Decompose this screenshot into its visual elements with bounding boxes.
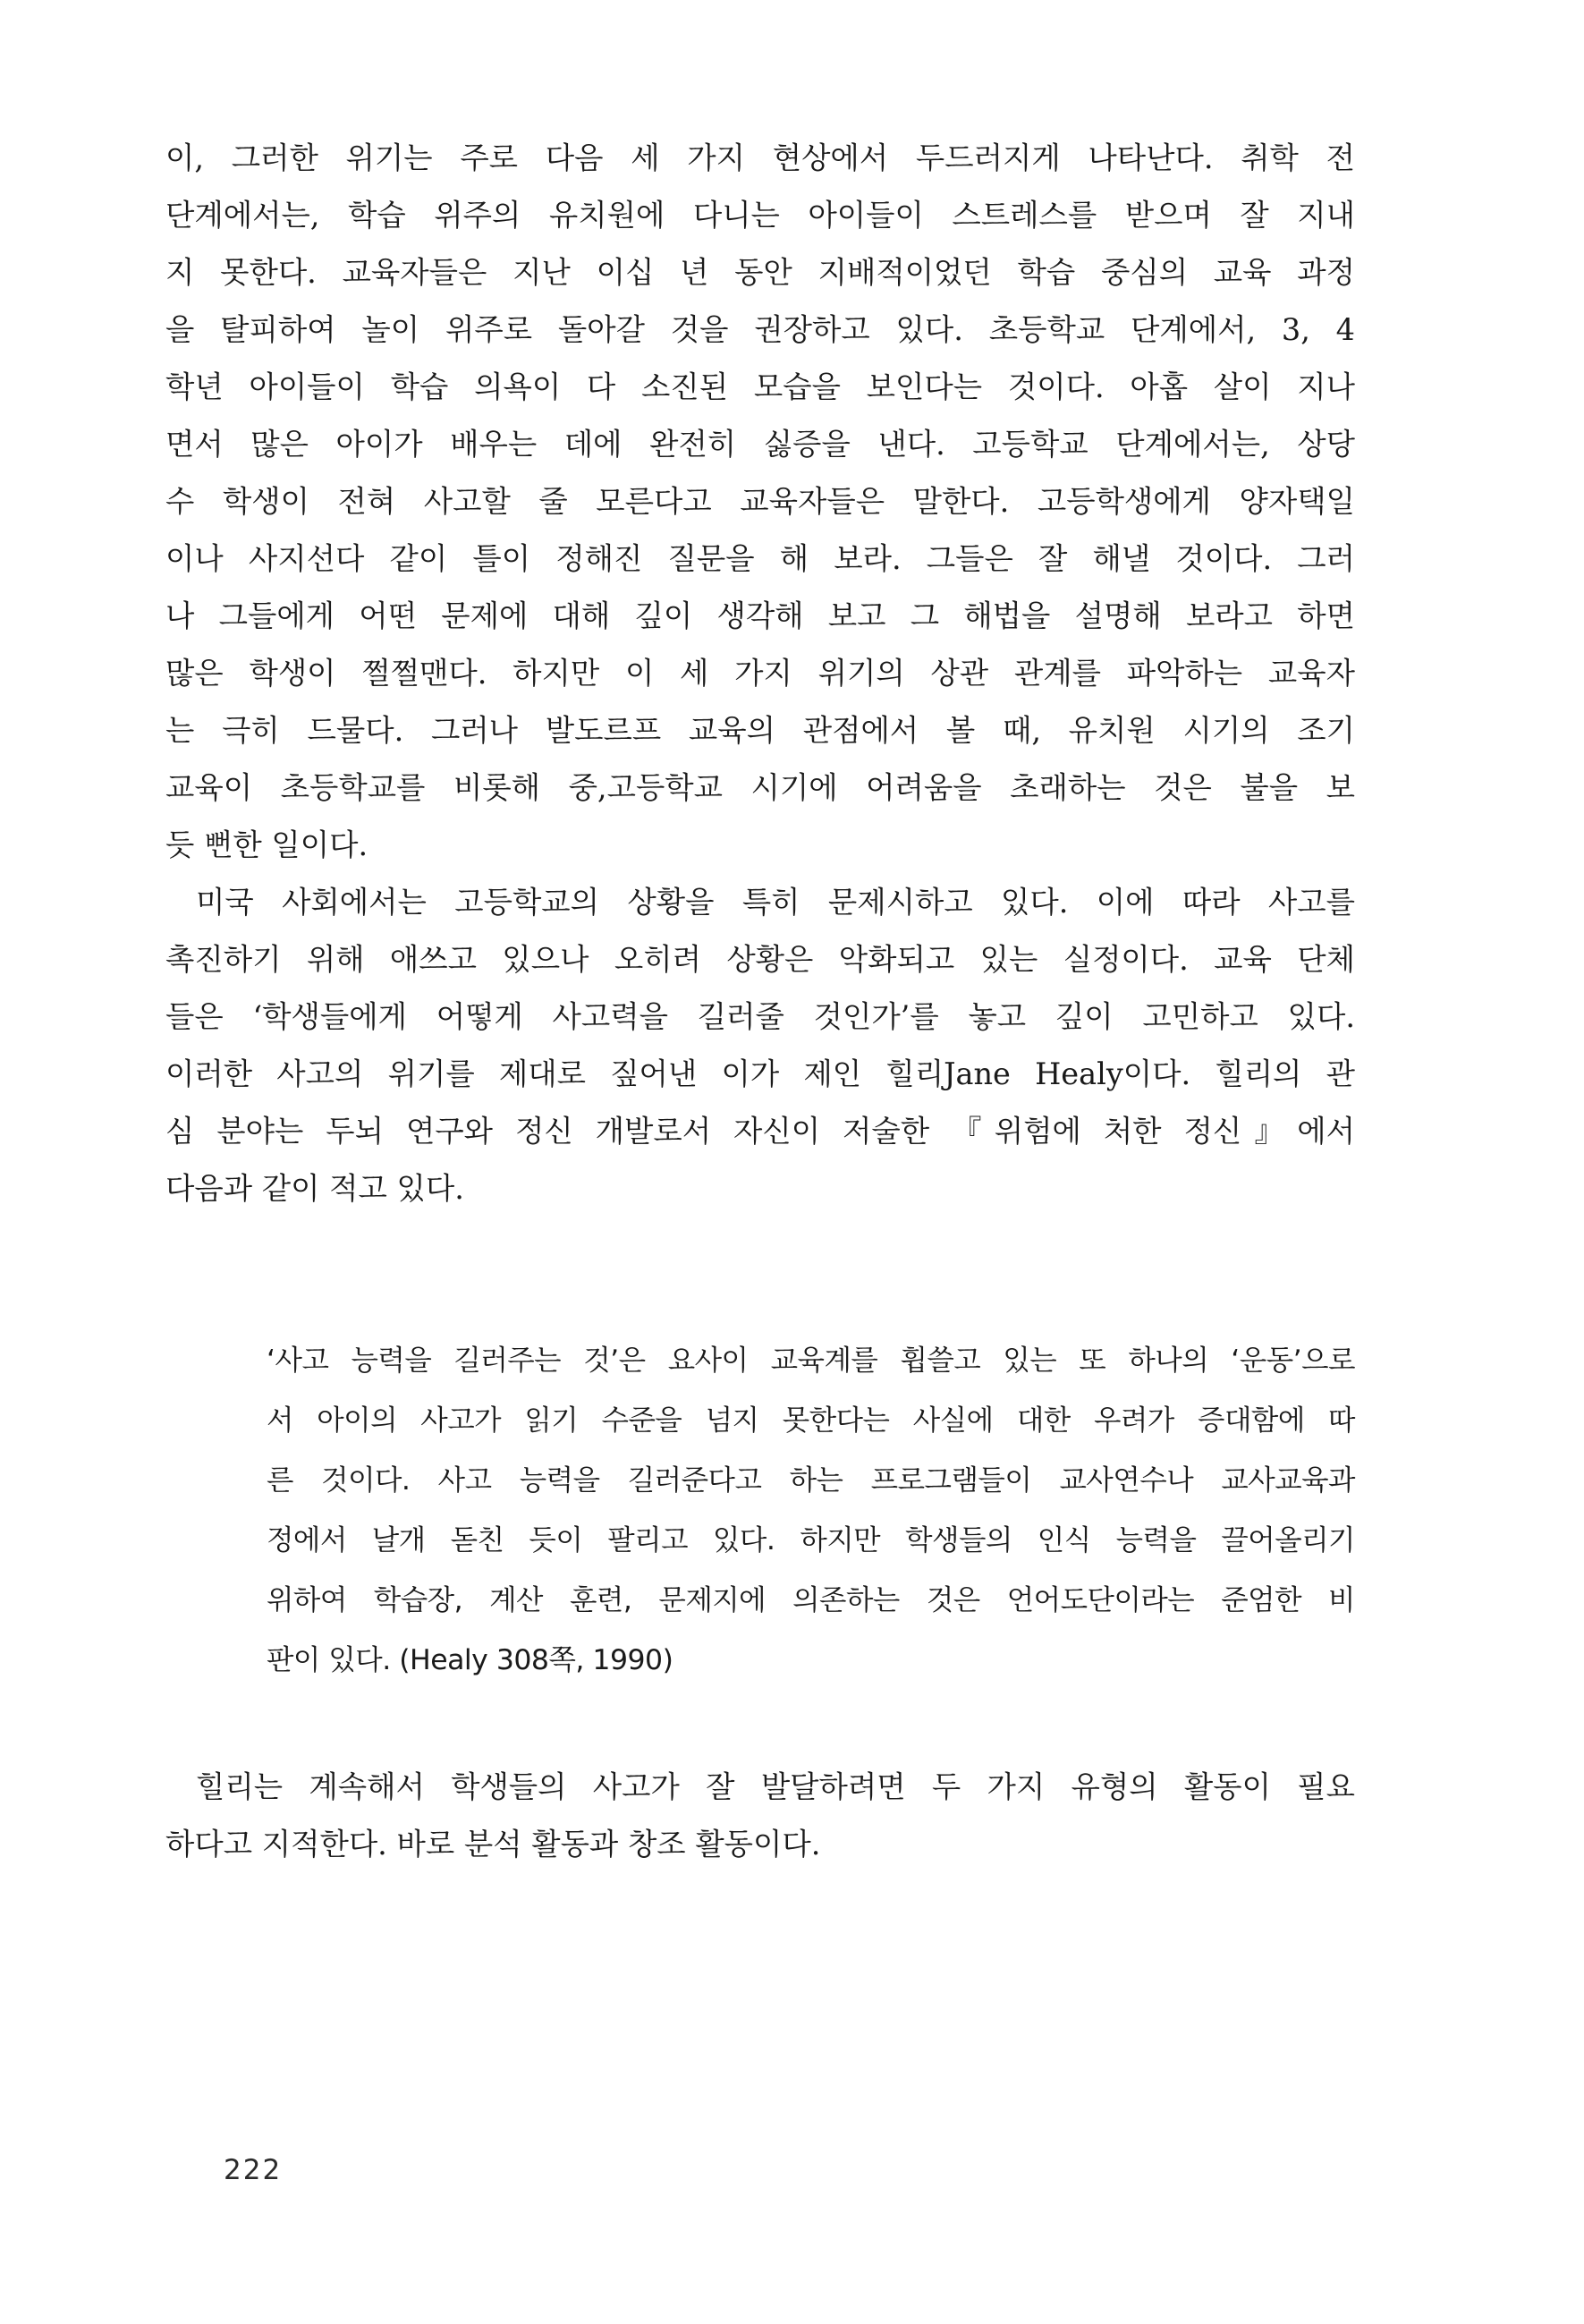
paragraph-2-line: 들은 ‘학생들에게 어떻게 사고력을 길러줄 것인가’를 놓고 깊이 고민하고 있다. <box>165 999 1355 1034</box>
quote-line: 서 아이의 사고가 읽기 수준을 넘지 못한다는 사실에 대한 우려가 증대함에 따 <box>267 1404 1355 1437</box>
paragraph-1-line: 면서 많은 아이가 배우는 데에 완전히 싫증을 낸다. 고등학교 단계에서는, 상당 <box>165 427 1355 462</box>
main-text-block <box>165 130 1355 1217</box>
paragraph-3-line: 하다고 지적한다. 바로 분석 활동과 창조 활동이다. <box>165 1827 821 1862</box>
paragraph-1-line: 이나 사지선다 같이 틀이 정해진 질문을 해 보라. 그들은 잘 해낼 것이다. 그러 <box>165 541 1355 576</box>
paragraph-3-line: 힐리는 계속해서 학생들의 사고가 잘 발달하려면 두 가지 유형의 활동이 필요 <box>196 1769 1355 1804</box>
paragraph-1-line: 많은 학생이 쩔쩔맨다. 하지만 이 세 가지 위기의 상관 관계를 파악하는 교육자 <box>165 656 1355 691</box>
paragraph-2-line: 심 분야는 두뇌 연구와 정신 개발로서 자신이 저술한 『위험에 처한 정신』에서 <box>165 1114 1355 1149</box>
paragraph-1-line: 단계에서는, 학습 위주의 유치원에 다니는 아이들이 스트레스를 받으며 잘 지내 <box>165 198 1355 233</box>
paragraph-2-line: 이러한 사고의 위기를 제대로 짚어낸 이가 제인 힐리Jane Healy이다. 힐리의 관 <box>165 1056 1355 1091</box>
page-number: 222 <box>224 2154 283 2186</box>
paragraph-2-line: 다음과 같이 적고 있다. <box>165 1171 464 1206</box>
quote-line: ‘사고 능력을 길러주는 것’은 요사이 교육계를 휩쓸고 있는 또 하나의 ‘운동’으로 <box>267 1344 1355 1377</box>
quote-line: 정에서 날개 돋친 듯이 팔리고 있다. 하지만 학생들의 인식 능력을 끌어올리기 <box>267 1524 1355 1556</box>
paragraph-1-line: 교육이 초등학교를 비롯해 중,고등학교 시기에 어려움을 초래하는 것은 불을 보 <box>165 770 1355 805</box>
paragraph-1-line: 이, 그러한 위기는 주로 다음 세 가지 현상에서 두드러지게 나타난다. 취학 전 <box>165 140 1355 175</box>
paragraph-1-line: 는 극히 드물다. 그러나 발도르프 교육의 관점에서 볼 때, 유치원 시기의 조기 <box>165 713 1355 748</box>
paragraph-1-line: 나 그들에게 어떤 문제에 대해 깊이 생각해 보고 그 해법을 설명해 보라고 하면 <box>165 598 1355 633</box>
paragraph-1-line: 수 학생이 전혀 사고할 줄 모른다고 교육자들은 말한다. 고등학생에게 양자택일 <box>165 484 1355 519</box>
quote-line: 판이 있다. (Healy 308쪽, 1990) <box>267 1644 673 1676</box>
closing-paragraph <box>165 1759 1355 1873</box>
paragraph-2-line: 촉진하기 위해 애쓰고 있으나 오히려 상황은 악화되고 있는 실정이다. 교육 단체 <box>165 942 1355 977</box>
block-quote <box>267 1331 1355 1691</box>
paragraph-1-line: 학년 아이들이 학습 의욕이 다 소진된 모습을 보인다는 것이다. 아홉 살이 지나 <box>165 369 1355 404</box>
quote-line: 른 것이다. 사고 능력을 길러준다고 하는 프로그램들이 교사연수나 교사교육과 <box>267 1464 1355 1497</box>
paragraph-1-line: 지 못한다. 교육자들은 지난 이십 년 동안 지배적이었던 학습 중심의 교육 과정 <box>165 255 1355 290</box>
paragraph-2-line: 미국 사회에서는 고등학교의 상황을 특히 문제시하고 있다. 이에 따라 사고를 <box>196 885 1355 920</box>
quote-line: 위하여 학습장, 계산 훈련, 문제지에 의존하는 것은 언어도단이라는 준엄한 비 <box>267 1584 1355 1616</box>
paragraph-1-line: 을 탈피하여 놀이 위주로 돌아갈 것을 권장하고 있다. 초등학교 단계에서, 3, 4 <box>165 312 1355 347</box>
paragraph-1-line: 듯 뻔한 일이다. <box>165 827 368 862</box>
